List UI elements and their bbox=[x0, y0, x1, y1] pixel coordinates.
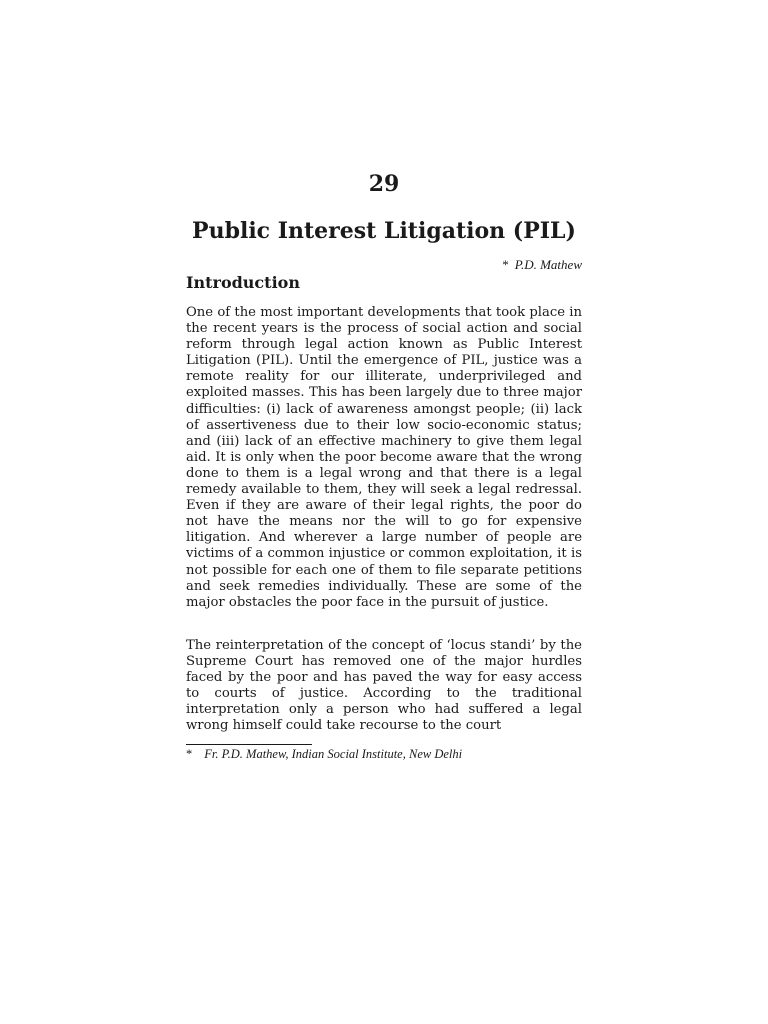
paragraph-text: One of the most important developments that took place in the recent years is the process of social action and social reform through legal action known as Public Interest Litigation (PIL). Until the emergence of PIL, justice was a remote reality for our illiterate, underprivileged and exploited masses. This has been largely due to three major difficulties: (i) lack of awareness amongst people; (ii) lack of assertiveness due to their low socio-economic status; and (iii) lack of an effective machinery to give them legal aid. It is only when the poor become aware that the wrong done to them is a legal wrong and that there is a legal remedy available to them, they will seek a legal redressal. Even if they are aware of their legal rights, the poor do not have the means nor the will to go for expensive litigation. And wherever a large number of people are victims of a common injustice or common exploitation, it is not possible for each one of them to file separate petitions and seek remedies individually. These are some of the major obstacles the poor face in the pursuit of justice. bbox=[186, 305, 582, 610]
author-footnote-marker: * bbox=[502, 257, 509, 272]
footnote-text: Fr. P.D. Mathew, Indian Social Institute, New Delhi bbox=[204, 747, 463, 761]
footnote-marker: * bbox=[186, 747, 193, 761]
section-heading: Introduction bbox=[186, 273, 300, 292]
footnote bbox=[186, 746, 462, 763]
body-paragraph bbox=[186, 305, 582, 611]
footnote-divider bbox=[186, 744, 312, 745]
author-line bbox=[502, 256, 582, 274]
chapter-title: Public Interest Litigation (PIL) bbox=[192, 218, 576, 244]
paragraph-text: The reinterpretation of the concept of ‘locus standi’ by the Supreme Court has removed one of the major hurdles faced by the poor and has paved the way for easy access to courts of justice. According to the traditional interpretation only a person who had suffered a legal wrong himself could take recourse to the court bbox=[186, 638, 582, 734]
author-name: P.D. Mathew bbox=[514, 257, 582, 272]
body-paragraph bbox=[186, 638, 582, 735]
chapter-number: 29 bbox=[368, 171, 400, 197]
